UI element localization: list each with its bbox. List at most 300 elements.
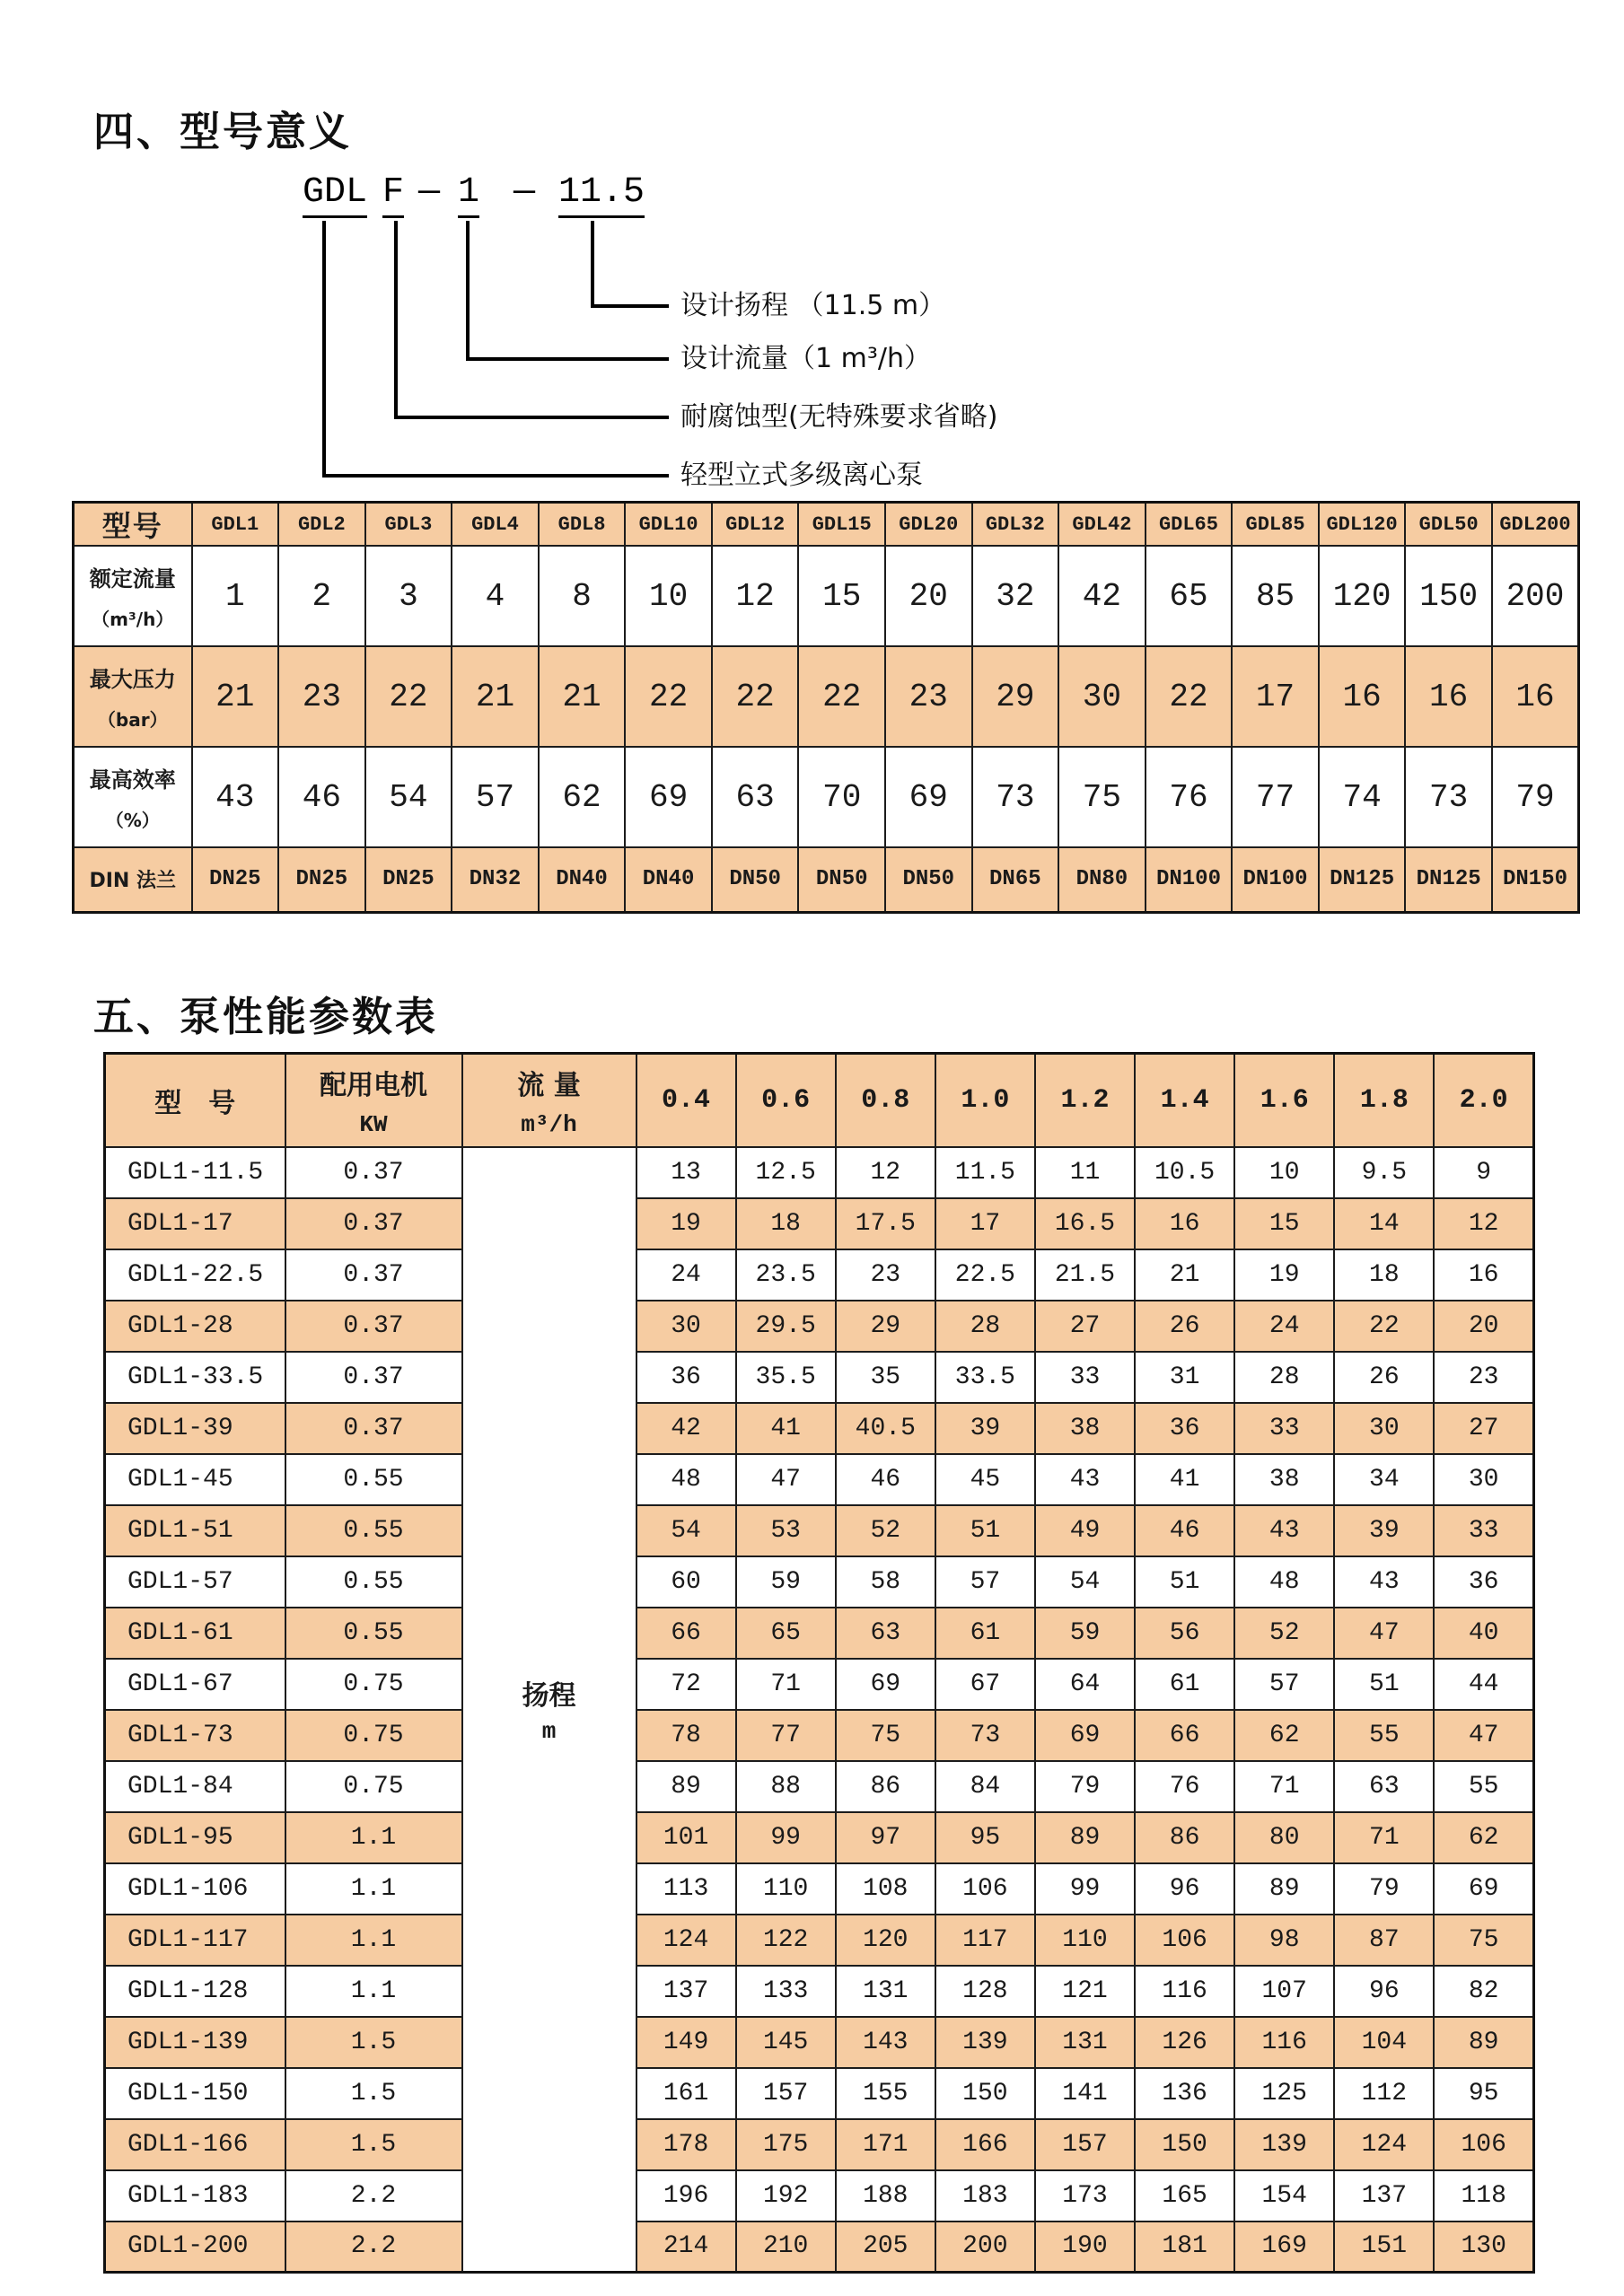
performance-row <box>105 2170 1534 2222</box>
t2-motor-kw-cell: 0.75 <box>285 1710 462 1761</box>
t1-value-cell: 3 <box>365 546 452 646</box>
t2-head-value-cell: 61 <box>935 1608 1035 1659</box>
t2-motor-kw-cell: 0.75 <box>285 1659 462 1710</box>
t2-flow-column-header: 1.2 <box>1035 1054 1135 1147</box>
t2-head-value-cell: 107 <box>1234 1966 1334 2017</box>
t2-head-value-cell: 71 <box>1334 1812 1434 1863</box>
t2-head-value-cell: 137 <box>636 1966 736 2017</box>
t1-value-cell: 29 <box>972 646 1059 747</box>
model-code-dash: — <box>514 172 536 213</box>
t1-rated-flow-row <box>74 546 1579 646</box>
t2-head-value-cell: 13 <box>636 1147 736 1198</box>
t2-head-value-cell: 86 <box>836 1761 935 1812</box>
t1-value-cell: 42 <box>1058 546 1146 646</box>
t1-value-cell: 46 <box>278 747 365 847</box>
t2-head-value-cell: 46 <box>1135 1505 1234 1556</box>
t2-head-value-cell: 43 <box>1035 1454 1135 1505</box>
t2-model-cell: GDL1-73 <box>105 1710 285 1761</box>
t2-head-value-cell: 157 <box>1035 2119 1135 2170</box>
model-code-flow: 1 <box>458 172 479 218</box>
diagram-label-design-flow: 设计流量（1 m³/h） <box>680 343 931 374</box>
performance-row <box>105 1147 1534 1198</box>
t2-head-value-cell: 44 <box>1434 1659 1533 1710</box>
t2-motor-kw-cell: 1.5 <box>285 2119 462 2170</box>
t2-model-cell: GDL1-106 <box>105 1863 285 1915</box>
t1-value-cell: 30 <box>1058 646 1146 747</box>
t1-value-cell: 22 <box>365 646 452 747</box>
performance-row <box>105 2068 1534 2119</box>
t2-model-cell: GDL1-139 <box>105 2017 285 2068</box>
t2-head-value-cell: 60 <box>636 1556 736 1608</box>
t1-value-cell: DN150 <box>1492 847 1579 912</box>
t2-head-value-cell: 106 <box>1434 2119 1533 2170</box>
t2-head-value-cell: 133 <box>736 1966 836 2017</box>
performance-row <box>105 1249 1534 1301</box>
t2-model-cell: GDL1-51 <box>105 1505 285 1556</box>
t2-head-value-cell: 40 <box>1434 1608 1533 1659</box>
t2-head-value-cell: 131 <box>1035 2017 1135 2068</box>
t2-head-value-cell: 33.5 <box>935 1352 1035 1403</box>
t2-head-value-cell: 33 <box>1035 1352 1135 1403</box>
t2-motor-kw-cell: 1.1 <box>285 1915 462 1966</box>
t2-head-value-cell: 54 <box>1035 1556 1135 1608</box>
performance-row <box>105 1761 1534 1812</box>
t1-value-cell: 21 <box>192 646 279 747</box>
t2-head-value-cell: 35 <box>836 1352 935 1403</box>
t2-head-merged-cell <box>462 1147 636 2273</box>
t2-head-value-cell: 80 <box>1234 1812 1334 1863</box>
t2-head-value-cell: 141 <box>1035 2068 1135 2119</box>
t1-value-cell: 62 <box>539 747 626 847</box>
t2-head-value-cell: 110 <box>1035 1915 1135 1966</box>
t2-flow-column-header: 0.4 <box>636 1054 736 1147</box>
performance-row <box>105 1352 1534 1403</box>
t2-model-cell: GDL1-33.5 <box>105 1352 285 1403</box>
t2-head-value-cell: 106 <box>1135 1915 1234 1966</box>
t1-model-header: GDL8 <box>539 503 626 547</box>
t2-head-value-cell: 116 <box>1135 1966 1234 2017</box>
t2-head-value-cell: 98 <box>1234 1915 1334 1966</box>
t1-value-cell: DN50 <box>798 847 885 912</box>
t2-head-value-cell: 65 <box>736 1608 836 1659</box>
t2-head-value-cell: 122 <box>736 1915 836 1966</box>
t2-model-cell: GDL1-200 <box>105 2222 285 2273</box>
t2-motor-kw-cell: 0.37 <box>285 1198 462 1249</box>
t1-value-cell: DN125 <box>1319 847 1406 912</box>
t2-head-value-cell: 53 <box>736 1505 836 1556</box>
t2-head-value-cell: 66 <box>636 1608 736 1659</box>
t2-head-value-cell: 14 <box>1334 1198 1434 1249</box>
t2-head-value-cell: 35.5 <box>736 1352 836 1403</box>
t2-head-value-cell: 15 <box>1234 1198 1334 1249</box>
t1-model-header: GDL1 <box>192 503 279 547</box>
t2-head-value-cell: 10 <box>1234 1147 1334 1198</box>
t2-head-value-cell: 51 <box>1135 1556 1234 1608</box>
t1-value-cell: 32 <box>972 546 1059 646</box>
t1-value-cell: DN40 <box>625 847 712 912</box>
t2-head-value-cell: 12 <box>836 1147 935 1198</box>
t1-value-cell: DN100 <box>1146 847 1233 912</box>
t2-head-value-cell: 11 <box>1035 1147 1135 1198</box>
performance-row <box>105 1505 1534 1556</box>
model-spec-table <box>72 501 1580 914</box>
t2-head-value-cell: 51 <box>935 1505 1035 1556</box>
t2-head-value-cell: 47 <box>1434 1710 1533 1761</box>
t2-head-value-cell: 151 <box>1334 2222 1434 2273</box>
t2-head-value-cell: 125 <box>1234 2068 1334 2119</box>
t2-head-value-cell: 75 <box>836 1710 935 1761</box>
t1-model-header: GDL4 <box>452 503 539 547</box>
t1-model-header: GDL32 <box>972 503 1059 547</box>
t2-motor-kw-cell: 0.55 <box>285 1505 462 1556</box>
section4-title: 四、型号意义 <box>93 108 353 155</box>
t2-head-value-cell: 76 <box>1135 1761 1234 1812</box>
t2-head-value-cell: 39 <box>935 1403 1035 1454</box>
t2-model-header: 型 号 <box>105 1054 285 1147</box>
t2-head-value-cell: 23 <box>1434 1352 1533 1403</box>
t2-head-value-cell: 12.5 <box>736 1147 836 1198</box>
t1-value-cell: 70 <box>798 747 885 847</box>
t2-head-value-cell: 38 <box>1035 1403 1135 1454</box>
t2-model-cell: GDL1-39 <box>105 1403 285 1454</box>
t2-motor-kw-cell: 0.37 <box>285 1352 462 1403</box>
t2-head-value-cell: 121 <box>1035 1966 1135 2017</box>
t1-model-header: GDL20 <box>885 503 972 547</box>
t2-header-row <box>105 1054 1534 1147</box>
t2-flow-column-header: 1.8 <box>1334 1054 1434 1147</box>
t2-head-value-cell: 41 <box>1135 1454 1234 1505</box>
t2-head-value-cell: 82 <box>1434 1966 1533 2017</box>
t2-head-value-cell: 36 <box>1135 1403 1234 1454</box>
t2-flow-header-unit: m³/h <box>521 1110 577 1138</box>
t2-head-value-cell: 139 <box>1234 2119 1334 2170</box>
t2-head-value-cell: 200 <box>935 2222 1035 2273</box>
t2-head-value-cell: 72 <box>636 1659 736 1710</box>
t2-head-value-cell: 27 <box>1434 1403 1533 1454</box>
t2-head-value-cell: 10.5 <box>1135 1147 1234 1198</box>
t2-flow-column-header: 0.8 <box>836 1054 935 1147</box>
t2-head-value-cell: 210 <box>736 2222 836 2273</box>
diagram-label-pump-type: 轻型立式多级离心泵 <box>680 460 923 491</box>
t2-head-value-cell: 157 <box>736 2068 836 2119</box>
t1-value-cell: 16 <box>1319 646 1406 747</box>
t2-head-value-cell: 112 <box>1334 2068 1434 2119</box>
t1-value-cell: DN50 <box>712 847 799 912</box>
t2-head-value-cell: 126 <box>1135 2017 1234 2068</box>
t2-head-value-cell: 55 <box>1334 1710 1434 1761</box>
t2-model-cell: GDL1-117 <box>105 1915 285 1966</box>
t2-head-value-cell: 41 <box>736 1403 836 1454</box>
t1-value-cell: 75 <box>1058 747 1146 847</box>
t1-value-cell: DN50 <box>885 847 972 912</box>
t1-value-cell: 63 <box>712 747 799 847</box>
t2-head-value-cell: 104 <box>1334 2017 1434 2068</box>
t2-head-value-cell: 16 <box>1135 1198 1234 1249</box>
t2-head-value-cell: 62 <box>1434 1812 1533 1863</box>
t2-head-value-cell: 118 <box>1434 2170 1533 2222</box>
t2-head-value-cell: 165 <box>1135 2170 1234 2222</box>
t2-head-value-cell: 40.5 <box>836 1403 935 1454</box>
t2-head-value-cell: 145 <box>736 2017 836 2068</box>
t1-value-cell: DN40 <box>539 847 626 912</box>
t2-head-value-cell: 18 <box>736 1198 836 1249</box>
t1-model-header: GDL2 <box>278 503 365 547</box>
performance-row <box>105 1608 1534 1659</box>
t2-motor-kw-cell: 1.1 <box>285 1966 462 2017</box>
t1-value-cell: 79 <box>1492 747 1579 847</box>
t2-model-cell: GDL1-128 <box>105 1966 285 2017</box>
t1-value-cell: DN32 <box>452 847 539 912</box>
t2-head-value-cell: 75 <box>1434 1915 1533 1966</box>
t2-head-value-cell: 69 <box>1035 1710 1135 1761</box>
t2-head-value-cell: 29.5 <box>736 1301 836 1352</box>
t2-motor-kw-cell: 0.37 <box>285 1403 462 1454</box>
t1-row-unit: （bar） <box>97 709 168 731</box>
t1-value-cell: DN80 <box>1058 847 1146 912</box>
t1-row-label-text: 额定流量 <box>89 566 176 592</box>
t1-value-cell: 200 <box>1492 546 1579 646</box>
t1-model-header: GDL3 <box>365 503 452 547</box>
t1-value-cell: 73 <box>972 747 1059 847</box>
t1-value-cell: 77 <box>1232 747 1319 847</box>
t2-head-value-cell: 214 <box>636 2222 736 2273</box>
t2-head-value-cell: 43 <box>1334 1556 1434 1608</box>
t1-value-cell: DN100 <box>1232 847 1319 912</box>
t2-head-value-cell: 63 <box>836 1608 935 1659</box>
t1-header-row <box>74 503 1579 547</box>
t2-motor-kw-cell: 1.5 <box>285 2068 462 2119</box>
t1-row-label-text: 最大压力 <box>89 667 176 692</box>
t2-head-value-cell: 27 <box>1035 1301 1135 1352</box>
t2-head-value-cell: 38 <box>1234 1454 1334 1505</box>
t2-head-value-cell: 86 <box>1135 1812 1234 1863</box>
t1-value-cell: 150 <box>1405 546 1492 646</box>
t1-row-label-text: 最高效率 <box>89 767 176 793</box>
t2-flow-column-header: 2.0 <box>1434 1054 1533 1147</box>
performance-row <box>105 1710 1534 1761</box>
t2-head-value-cell: 30 <box>636 1301 736 1352</box>
t2-head-value-cell: 64 <box>1035 1659 1135 1710</box>
t1-row-label: DIN 法兰 <box>74 847 192 912</box>
t1-model-header: GDL85 <box>1232 503 1319 547</box>
t1-value-cell: 85 <box>1232 546 1319 646</box>
t2-head-value-cell: 78 <box>636 1710 736 1761</box>
t1-value-cell: DN65 <box>972 847 1059 912</box>
t2-model-cell: GDL1-45 <box>105 1454 285 1505</box>
t2-head-value-cell: 161 <box>636 2068 736 2119</box>
t2-head-value-cell: 101 <box>636 1812 736 1863</box>
t1-model-header: GDL120 <box>1319 503 1406 547</box>
t2-head-value-cell: 57 <box>935 1556 1035 1608</box>
t2-head-value-cell: 43 <box>1234 1505 1334 1556</box>
t2-model-cell: GDL1-84 <box>105 1761 285 1812</box>
performance-row <box>105 1454 1534 1505</box>
t2-flow-header-text: 流 量 <box>517 1069 581 1101</box>
t2-model-cell: GDL1-28 <box>105 1301 285 1352</box>
t2-head-value-cell: 188 <box>836 2170 935 2222</box>
t1-value-cell: 20 <box>885 546 972 646</box>
t1-value-cell: 22 <box>798 646 885 747</box>
t1-din-flange-row <box>74 847 1579 912</box>
t2-head-value-cell: 39 <box>1334 1505 1434 1556</box>
t2-head-value-cell: 205 <box>836 2222 935 2273</box>
t2-head-unit: m <box>541 1718 557 1746</box>
t1-row-label <box>74 546 192 646</box>
t2-model-cell: GDL1-22.5 <box>105 1249 285 1301</box>
t2-head-value-cell: 84 <box>935 1761 1035 1812</box>
t2-head-value-cell: 47 <box>1334 1608 1434 1659</box>
t2-head-value-cell: 17 <box>935 1198 1035 1249</box>
t2-head-value-cell: 66 <box>1135 1710 1234 1761</box>
t1-value-cell: 16 <box>1405 646 1492 747</box>
t1-max-pressure-row <box>74 646 1579 747</box>
t2-head-value-cell: 155 <box>836 2068 935 2119</box>
model-code-dash: — <box>418 172 441 213</box>
t1-value-cell: 73 <box>1405 747 1492 847</box>
t1-value-cell: 69 <box>885 747 972 847</box>
t2-head-value-cell: 16 <box>1434 1249 1533 1301</box>
t2-motor-kw-cell: 0.37 <box>285 1249 462 1301</box>
t1-row-label <box>74 747 192 847</box>
t2-flow-column-header: 1.6 <box>1234 1054 1334 1147</box>
t2-head-value-cell: 106 <box>935 1863 1035 1915</box>
t2-head-value-cell: 31 <box>1135 1352 1234 1403</box>
t1-value-cell: 2 <box>278 546 365 646</box>
t2-head-value-cell: 9 <box>1434 1147 1533 1198</box>
t2-head-value-cell: 36 <box>1434 1556 1533 1608</box>
t1-model-header: GDL65 <box>1146 503 1233 547</box>
t2-head-value-cell: 11.5 <box>935 1147 1035 1198</box>
t2-head-value-cell: 59 <box>736 1556 836 1608</box>
t2-model-cell: GDL1-57 <box>105 1556 285 1608</box>
t1-value-cell: 16 <box>1492 646 1579 747</box>
t2-head-value-cell: 54 <box>636 1505 736 1556</box>
t2-head-value-cell: 108 <box>836 1863 935 1915</box>
t2-head-value-cell: 181 <box>1135 2222 1234 2273</box>
t1-value-cell: 12 <box>712 546 799 646</box>
t2-head-value-cell: 150 <box>935 2068 1035 2119</box>
t2-head-value-cell: 73 <box>935 1710 1035 1761</box>
model-code-head: 11.5 <box>558 172 645 218</box>
t1-model-header: GDL15 <box>798 503 885 547</box>
t2-model-cell: GDL1-150 <box>105 2068 285 2119</box>
performance-row <box>105 1863 1534 1915</box>
t2-head-value-cell: 128 <box>935 1966 1035 2017</box>
t2-head-value-cell: 42 <box>636 1403 736 1454</box>
t1-value-cell: 23 <box>885 646 972 747</box>
t1-model-header: GDL42 <box>1058 503 1146 547</box>
t1-value-cell: 57 <box>452 747 539 847</box>
t1-value-cell: 43 <box>192 747 279 847</box>
performance-row <box>105 1301 1534 1352</box>
t2-head-value-cell: 30 <box>1434 1454 1533 1505</box>
t1-model-header: GDL50 <box>1405 503 1492 547</box>
t1-row-unit: （m³/h） <box>92 609 174 630</box>
t2-head-value-cell: 99 <box>1035 1863 1135 1915</box>
t2-head-value-cell: 71 <box>736 1659 836 1710</box>
t2-head-value-cell: 28 <box>935 1301 1035 1352</box>
t2-head-value-cell: 87 <box>1334 1915 1434 1966</box>
t2-motor-kw-cell: 1.1 <box>285 1863 462 1915</box>
diagram-label-design-head: 设计扬程 （11.5 m） <box>680 290 946 321</box>
performance-row <box>105 1915 1534 1966</box>
t2-head-value-cell: 17.5 <box>836 1198 935 1249</box>
t2-motor-kw-cell: 0.55 <box>285 1556 462 1608</box>
t2-head-value-cell: 95 <box>1434 2068 1533 2119</box>
t2-head-value-cell: 178 <box>636 2119 736 2170</box>
t2-motor-header <box>285 1054 462 1147</box>
t2-head-value-cell: 183 <box>935 2170 1035 2222</box>
t2-motor-header-unit: KW <box>359 1110 388 1138</box>
t2-head-value-cell: 63 <box>1334 1761 1434 1812</box>
t2-head-value-cell: 96 <box>1334 1966 1434 2017</box>
t2-head-value-cell: 139 <box>935 2017 1035 2068</box>
t2-head-value-cell: 9.5 <box>1334 1147 1434 1198</box>
t1-max-efficiency-row <box>74 747 1579 847</box>
t2-head-value-cell: 48 <box>636 1454 736 1505</box>
t2-head-value-cell: 51 <box>1334 1659 1434 1710</box>
t2-head-value-cell: 89 <box>1234 1863 1334 1915</box>
t2-head-value-cell: 33 <box>1434 1505 1533 1556</box>
t1-value-cell: 10 <box>625 546 712 646</box>
t1-value-cell: DN25 <box>278 847 365 912</box>
t2-head-value-cell: 99 <box>736 1812 836 1863</box>
t2-head-value-cell: 137 <box>1334 2170 1434 2222</box>
t1-value-cell: DN125 <box>1405 847 1492 912</box>
t2-head-value-cell: 12 <box>1434 1198 1533 1249</box>
t2-head-value-cell: 136 <box>1135 2068 1234 2119</box>
t2-flow-column-header: 1.4 <box>1135 1054 1234 1147</box>
t1-row-label <box>74 646 192 747</box>
t2-head-value-cell: 36 <box>636 1352 736 1403</box>
t2-head-value-cell: 24 <box>636 1249 736 1301</box>
t2-head-value-cell: 52 <box>836 1505 935 1556</box>
t2-head-value-cell: 79 <box>1035 1761 1135 1812</box>
t2-head-value-cell: 77 <box>736 1710 836 1761</box>
t2-head-value-cell: 143 <box>836 2017 935 2068</box>
t2-head-value-cell: 196 <box>636 2170 736 2222</box>
t2-head-value-cell: 24 <box>1234 1301 1334 1352</box>
t2-head-value-cell: 110 <box>736 1863 836 1915</box>
t2-motor-kw-cell: 0.75 <box>285 1761 462 1812</box>
t2-head-value-cell: 57 <box>1234 1659 1334 1710</box>
t1-value-cell: 74 <box>1319 747 1406 847</box>
t2-head-value-cell: 34 <box>1334 1454 1434 1505</box>
t1-row-unit: （%） <box>105 810 160 831</box>
t2-head-value-cell: 69 <box>1434 1863 1533 1915</box>
t2-head-value-cell: 116 <box>1234 2017 1334 2068</box>
t2-motor-kw-cell: 1.5 <box>285 2017 462 2068</box>
t2-flow-header <box>462 1054 636 1147</box>
t2-head-value-cell: 52 <box>1234 1608 1334 1659</box>
t1-value-cell: 21 <box>452 646 539 747</box>
t2-head-value-cell: 97 <box>836 1812 935 1863</box>
t2-head-value-cell: 113 <box>636 1863 736 1915</box>
t2-head-value-cell: 26 <box>1334 1352 1434 1403</box>
pump-performance-table <box>103 1052 1535 2274</box>
t1-value-cell: 21 <box>539 646 626 747</box>
t2-head-value-cell: 124 <box>636 1915 736 1966</box>
t2-head-value-cell: 130 <box>1434 2222 1533 2273</box>
t2-head-value-cell: 22.5 <box>935 1249 1035 1301</box>
t2-motor-kw-cell: 1.1 <box>285 1812 462 1863</box>
t2-head-value-cell: 149 <box>636 2017 736 2068</box>
t2-head-value-cell: 95 <box>935 1812 1035 1863</box>
t2-head-value-cell: 18 <box>1334 1249 1434 1301</box>
t2-motor-kw-cell: 0.55 <box>285 1454 462 1505</box>
t1-value-cell: 120 <box>1319 546 1406 646</box>
t2-model-cell: GDL1-95 <box>105 1812 285 1863</box>
